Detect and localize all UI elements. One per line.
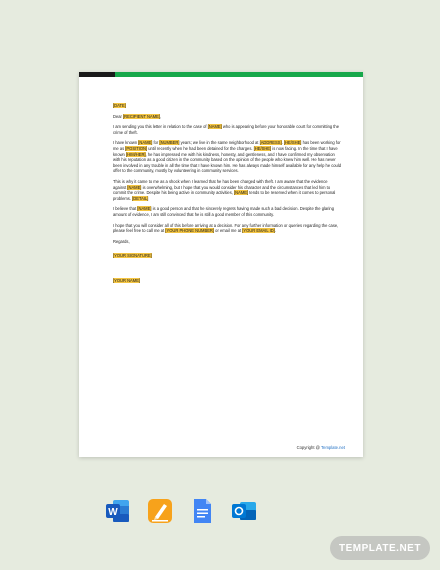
pronoun-object-placeholder: [HIM/HER] — [125, 151, 146, 157]
p2-text-f: until recently when he had been detained for the charges. — [147, 145, 254, 151]
name-placeholder: [NAME] — [137, 206, 152, 212]
p3-text-b: is overwhelming, but I hope that you would consider his character and the circumstances that led him to commit the crime. Despite his being active in community activities, — [113, 184, 331, 196]
email-placeholder: [YOUR EMAIL ID] — [242, 228, 275, 234]
p4-text-a: I believe that — [113, 206, 138, 212]
template-net-badge: TEMPLATE.NET — [330, 536, 430, 560]
header-bar-dark — [79, 72, 115, 77]
salutation-suffix: , — [160, 113, 162, 119]
p3-text-c: tends to be reserved when it comes to personal problems. — [113, 190, 336, 201]
p2-text-g: is now facing. In the time that I have known — [113, 145, 338, 157]
copyright-brand-link[interactable]: Template.net — [321, 445, 345, 450]
number-placeholder: [NUMBER] — [159, 140, 180, 146]
p5-text-a: I hope that you will consider all of this before arriving at a decision. For any further information or queries regarding the case, please feel free to call me at — [113, 222, 339, 234]
recipient-name-placeholder: [RECIPIENT NAME] — [123, 113, 161, 119]
name-placeholder: [NAME] — [138, 140, 153, 146]
paragraph-1 — [113, 124, 341, 135]
p1-text-a: I am sending you this letter in relation to the case of — [113, 124, 208, 130]
p1-text-b: who is appearing before your honorable court for committing the crime of theft. — [113, 124, 339, 135]
svg-text:W: W — [108, 507, 118, 518]
copyright-note — [297, 445, 345, 450]
p5-text-b: or email me at — [214, 228, 243, 234]
signature-line — [113, 253, 341, 259]
position-placeholder: [POSITION] — [125, 145, 148, 151]
name-placeholder: [NAME] — [127, 184, 142, 190]
paragraph-2 — [113, 140, 341, 174]
p4-text-b: is a good person and that he sincerely regrets having made such a bad decision. Despite the glaring amount of evidence, I am still convinced that he is still a good member of this community. — [113, 206, 334, 217]
salutation-prefix: Dear — [113, 113, 124, 119]
your-name-placeholder: [YOUR NAME] — [113, 277, 141, 283]
p2-text-h: , he has impressed me with his kindness, honesty, and gentleness, and I have confirmed my observation with his reputation as a good citizen in the community based on the opinion of the people who knew him well. He has never been involved in any trouble in all the time that I have known him. He has always made himself available for any help he could offer to the community, mostly by volunteering in community services. — [113, 151, 342, 174]
pronoun-placeholder: [HE/SHE] — [253, 145, 272, 151]
p2-text-c: years; we live in the same neighborhood at — [179, 140, 260, 146]
letter-body — [113, 103, 341, 288]
name-placeholder: [NAME] — [207, 124, 222, 130]
signature-placeholder: [YOUR SIGNATURE] — [113, 253, 152, 259]
name-placeholder: [NAME] — [234, 190, 249, 196]
letter-closing: Regards, — [113, 238, 130, 244]
copyright-text: Copyright @ — [296, 445, 322, 450]
word-icon[interactable] — [105, 497, 131, 525]
detail-placeholder: [DETAIL] — [132, 195, 149, 201]
p2-text-b: for — [152, 140, 160, 146]
address-placeholder: [ADDRESS] — [259, 140, 282, 146]
outlook-icon[interactable] — [231, 497, 257, 525]
paragraph-5 — [113, 223, 341, 234]
pronoun-placeholder: [HE/SHE] — [283, 140, 302, 146]
header-bar-green — [115, 72, 363, 77]
format-icons — [105, 497, 257, 525]
date-placeholder: [DATE] — [113, 103, 126, 108]
letter-date — [113, 103, 341, 109]
paragraph-3 — [113, 179, 341, 201]
letter-salutation — [113, 114, 341, 120]
google-docs-icon[interactable] — [189, 497, 215, 525]
pages-icon[interactable] — [147, 497, 173, 525]
p2-text-d: . — [281, 140, 284, 146]
p3-text-a: This is why it came to me as a shock when I learned that he has been charged with theft. I am aware that the evidence against — [113, 178, 328, 190]
p2-text-e: has been working for me as — [113, 140, 341, 151]
phone-placeholder: [YOUR PHONE NUMBER] — [165, 228, 215, 234]
p5-text-c: . — [274, 228, 276, 234]
p2-text-a: I have known — [113, 140, 139, 146]
letter-page — [79, 72, 363, 457]
name-line — [113, 278, 341, 284]
paragraph-4 — [113, 206, 341, 217]
